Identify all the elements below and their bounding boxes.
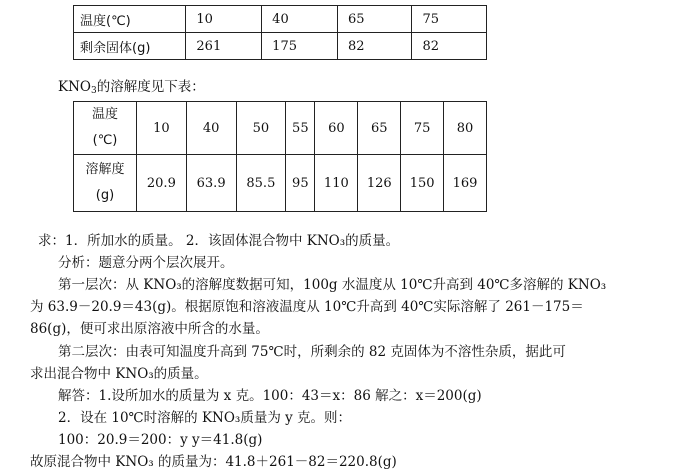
solubility-table [73,101,487,212]
table-cell: 50 [236,102,286,155]
table-cell: 75 [401,102,444,155]
solubility-table-caption [58,78,205,100]
answer-line2: 2．设在 10℃时溶解的 KNO₃质量为 y 克。则： [58,410,352,426]
layer1-line2: 为 63.9－20.9＝43(g)。根据原饱和溶液温度从 10℃升高到 40℃实际溶解了 261－175＝ [30,299,584,315]
layer2-line2: 求出混合物中 KNO₃的质量。 [30,366,208,382]
answer-line1: 解答：1.设所加水的质量为 x 克。100：43＝x：86 解之：x＝200(g) [58,388,482,404]
residue-header: 剩余固体(g) [74,33,186,60]
table-cell: 55 [286,102,315,155]
caption-suffix: 的溶解度见下表： [96,79,205,95]
header-line: (℃) [92,133,118,148]
table-cell: 261 [186,33,262,60]
table-row [74,102,487,155]
table-row [74,6,487,33]
layer2-line1: 第二层次：由表可知温度升高到 75℃时，所剩余的 82 克固体为不溶性杂质，据此可 [58,344,566,360]
caption-subscript: 3 [90,86,97,96]
layer1-line1: 第一层次：从 KNO₃的溶解度数据可知，100g 水温度从 10℃升高到 40℃多溶解的 KNO₃ [58,277,607,293]
final-result: 故原混合物中 KNO₃ 的质量为：41.8＋261－82＝220.8(g) [30,454,397,470]
table-cell: 40 [262,6,338,33]
table-cell: 126 [358,155,401,212]
table-cell: 110 [315,155,358,212]
table-cell: 63.9 [186,155,236,212]
table-cell: 10 [137,102,187,155]
table-cell: 82 [337,33,412,60]
analysis-text: 分析：题意分两个层次展开。 [58,255,234,271]
table-cell: 65 [337,6,412,33]
header-line: (g) [95,188,115,203]
temperature-residue-table [73,5,487,60]
caption-prefix: KNO [58,79,91,95]
temperature-header [74,102,137,155]
layer1-line3: 86(g)，便可求出原溶液中所含的水量。 [30,321,269,337]
table-cell: 169 [444,155,487,212]
table-cell: 60 [315,102,358,155]
solubility-header [74,155,137,212]
table-cell: 65 [358,102,401,155]
question-text: 求：1．所加水的质量。 2．该固体混合物中 KNO₃的质量。 [38,233,400,249]
table-cell: 82 [412,33,487,60]
table-cell: 40 [186,102,236,155]
table-cell: 85.5 [236,155,286,212]
table-row [74,33,487,60]
header-line: 溶解度 [85,162,125,177]
temperature-header: 温度(℃) [74,6,186,33]
answer-line3: 100：20.9＝200：y y＝41.8(g) [58,432,263,448]
table-cell: 95 [286,155,315,212]
table-cell: 150 [401,155,444,212]
table-cell: 10 [186,6,262,33]
table-cell: 20.9 [137,155,187,212]
table-cell: 80 [444,102,487,155]
table-cell: 75 [412,6,487,33]
table-row [74,155,487,212]
table-cell: 175 [262,33,338,60]
header-line: 温度 [91,107,118,122]
